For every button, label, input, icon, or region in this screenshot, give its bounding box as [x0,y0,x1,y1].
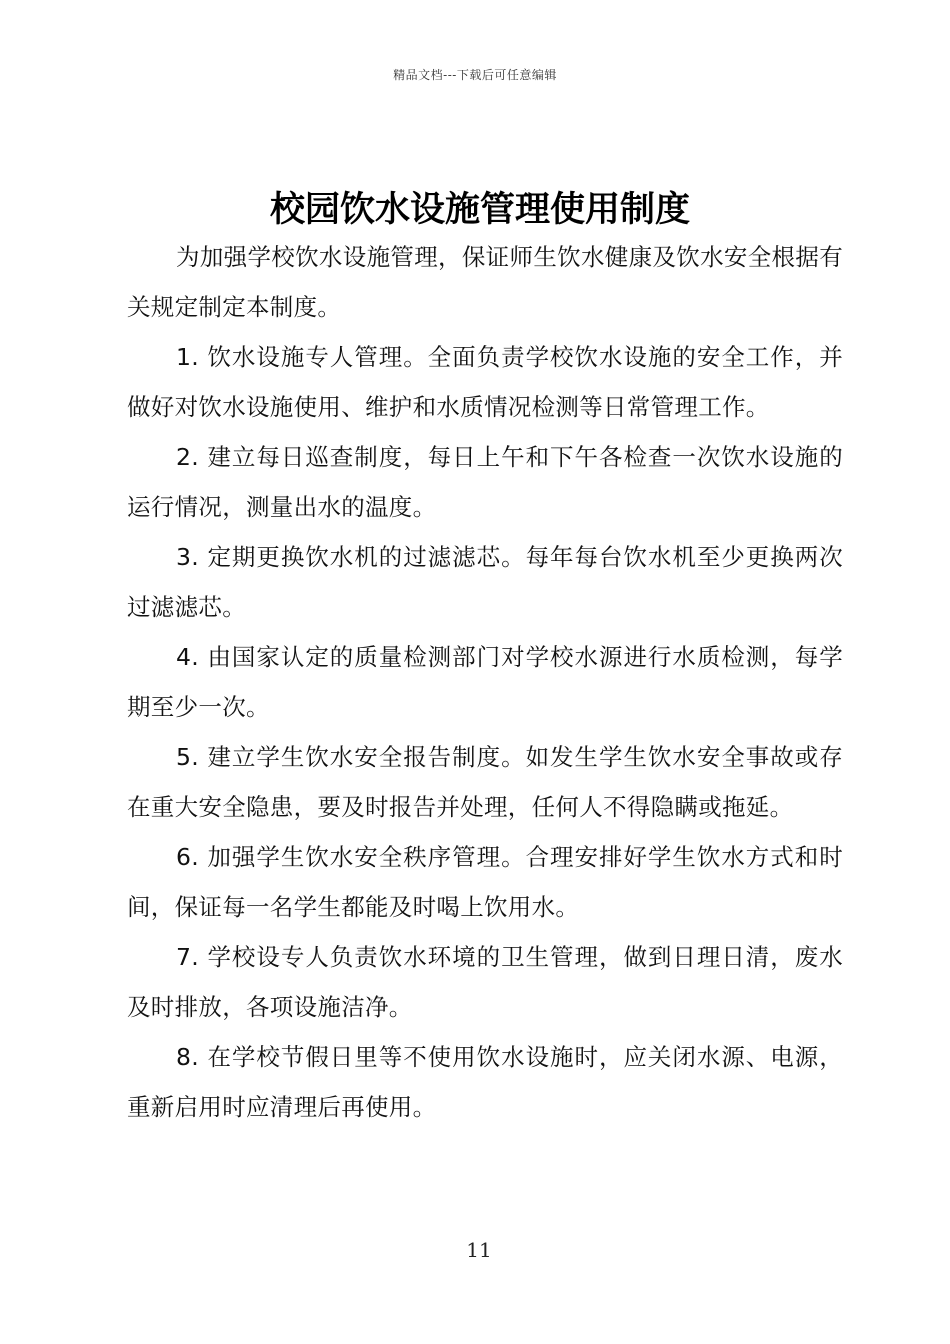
document-body [127,232,843,1132]
rule-item-6: 6. 加强学生饮水安全秩序管理。合理安排好学生饮水方式和时间，保证每一名学生都能及时喝上饮用水。 [127,843,843,921]
rule-item-8: 8. 在学校节假日里等不使用饮水设施时，应关闭水源、电源，重新启用时应清理后再使用。 [127,1043,843,1121]
rule-item-3: 3. 定期更换饮水机的过滤滤芯。每年每台饮水机至少更换两次过滤滤芯。 [127,543,843,621]
rule-item-7: 7. 学校设专人负责饮水环境的卫生管理，做到日理日清，废水及时排放，各项设施洁净。 [127,943,843,1021]
rule-item-5: 5. 建立学生饮水安全报告制度。如发生学生饮水安全事故或存在重大安全隐患，要及时报告并处理，任何人不得隐瞒或拖延。 [127,743,843,821]
rule-item-1: 1. 饮水设施专人管理。全面负责学校饮水设施的安全工作，并做好对饮水设施使用、维护和水质情况检测等日常管理工作。 [127,343,843,421]
document-title: 校园饮水设施管理使用制度 [269,190,690,230]
header-note: 精品文档---下载后可任意编辑 [393,68,557,82]
intro-paragraph: 为加强学校饮水设施管理，保证师生饮水健康及饮水安全根据有关规定制定本制度。 [127,243,843,321]
page-number: 11 [466,1238,492,1262]
rule-item-2: 2. 建立每日巡查制度，每日上午和下午各检查一次饮水设施的运行情况，测量出水的温度。 [127,443,843,521]
rule-item-4: 4. 由国家认定的质量检测部门对学校水源进行水质检测，每学期至少一次。 [127,643,843,721]
